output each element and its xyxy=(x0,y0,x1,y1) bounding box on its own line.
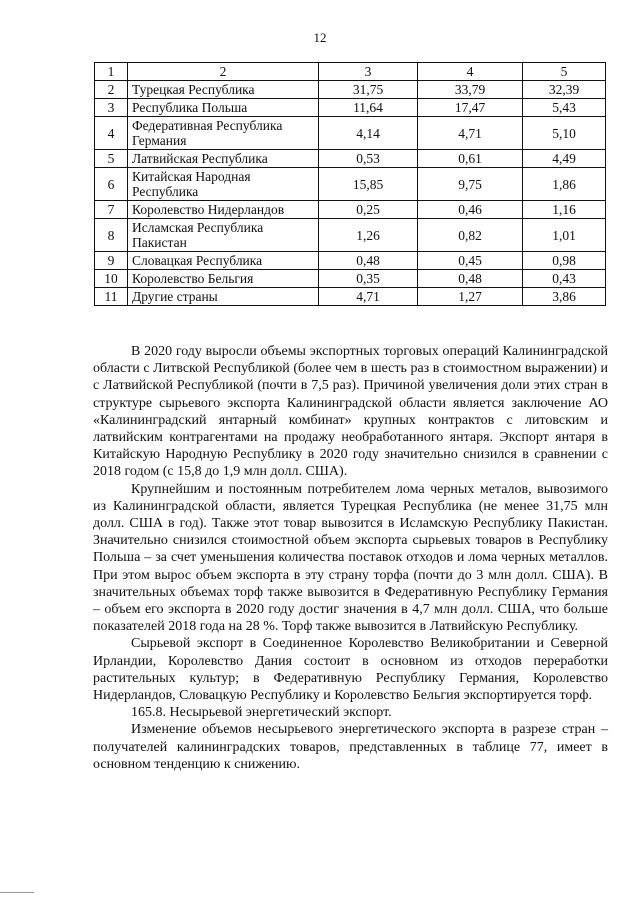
row-number-cell: 5 xyxy=(95,150,128,168)
value-cell: 4,71 xyxy=(418,117,523,150)
row-number-cell: 7 xyxy=(95,201,128,219)
country-cell: Словацкая Республика xyxy=(128,252,319,270)
table-row xyxy=(95,252,606,270)
table-row xyxy=(95,150,606,168)
table-row xyxy=(95,270,606,288)
footer-line xyxy=(0,892,34,893)
value-cell: 1,26 xyxy=(319,219,418,252)
value-cell: 1,86 xyxy=(523,168,606,201)
column-header: 5 xyxy=(523,63,606,81)
value-cell: 1,01 xyxy=(523,219,606,252)
value-cell: 33,79 xyxy=(418,81,523,99)
value-cell: 4,14 xyxy=(319,117,418,150)
value-cell: 9,75 xyxy=(418,168,523,201)
value-cell: 4,71 xyxy=(319,288,418,306)
row-number-cell: 6 xyxy=(95,168,128,201)
value-cell: 1,27 xyxy=(418,288,523,306)
paragraph: Изменение объемов несырьевого энергетического экспорта в разрезе стран – получателей калининградских товаров, представленных в таблице 77, имеет в основном тенденцию к снижению. xyxy=(93,722,608,772)
table-row xyxy=(95,168,606,201)
value-cell: 1,16 xyxy=(523,201,606,219)
country-cell: Другие страны xyxy=(128,288,319,306)
body-text xyxy=(93,343,608,773)
row-number-cell: 3 xyxy=(95,99,128,117)
row-number-cell: 9 xyxy=(95,252,128,270)
value-cell: 0,61 xyxy=(418,150,523,168)
section-heading: 165.8. Несырьевой энергетический экспорт. xyxy=(131,705,392,721)
country-cell: Федеративная Республика Германия xyxy=(128,117,319,150)
value-cell: 0,46 xyxy=(418,201,523,219)
value-cell: 15,85 xyxy=(319,168,418,201)
country-cell: Исламская Республика Пакистан xyxy=(128,219,319,252)
row-number-cell: 11 xyxy=(95,288,128,306)
table-header-row xyxy=(95,63,606,81)
row-number-cell: 2 xyxy=(95,81,128,99)
country-cell: Турецкая Республика xyxy=(128,81,319,99)
value-cell: 31,75 xyxy=(319,81,418,99)
value-cell: 0,35 xyxy=(319,270,418,288)
value-cell: 0,45 xyxy=(418,252,523,270)
table-row xyxy=(95,117,606,150)
paragraph: В 2020 году выросли объемы экспортных торговых операций Калининградской области с Литвской Республикой (более чем в шесть раз в стоимостном выражении) и с Латвийской Республикой (почти в 7,5 раз). Причиной увеличения доли этих стран в структуре сырьевого экспорта Калининградской области является заключение АО «Калининградский янтарный комбинат» крупных контрактов с литовским и латвийским контрагентами на продажу необработанного янтаря. Экспорт янтаря в Китайскую Народную Республику в 2020 году значительно снизился в сравнении с 2018 годом (с 15,8 до 1,9 млн долл. США). xyxy=(93,344,608,480)
value-cell: 0,53 xyxy=(319,150,418,168)
value-cell: 11,64 xyxy=(319,99,418,117)
export-table xyxy=(94,62,606,306)
value-cell: 3,86 xyxy=(523,288,606,306)
country-cell: Республика Польша xyxy=(128,99,319,117)
value-cell: 0,48 xyxy=(319,252,418,270)
country-cell: Латвийская Республика xyxy=(128,150,319,168)
page-number: 12 xyxy=(313,30,327,45)
row-number-cell: 8 xyxy=(95,219,128,252)
paragraph: Крупнейшим и постоянным потребителем лома черных металов, вывозимого из Калининградской области, является Турецкая Республика (не менее 31,75 млн долл. США в год). Также этот товар вывозится в Исламскую Республику Пакистан. Значительно снизился стоимостной объем экспорта сырьевых товаров в Республику Польша – за счет уменьшения количества поставок отходов и лома черных металлов. При этом вырос объем экспорта в эту страну торфа (почти до 3 млн долл. США). В значительных объемах торф также вывозится в Федеративную Республику Германия – объем его экспорта в 2020 году достиг значения в 4,7 млн долл. США, что больше показателей 2018 года на 28 %. Торф также вывозится в Латвийскую Республику. xyxy=(93,481,608,635)
table-row xyxy=(95,219,606,252)
column-header: 2 xyxy=(128,63,319,81)
value-cell: 32,39 xyxy=(523,81,606,99)
value-cell: 5,43 xyxy=(523,99,606,117)
country-cell: Китайская Народная Республика xyxy=(128,168,319,201)
value-cell: 0,25 xyxy=(319,201,418,219)
column-header: 3 xyxy=(319,63,418,81)
row-number-cell: 10 xyxy=(95,270,128,288)
value-cell: 17,47 xyxy=(418,99,523,117)
table-row xyxy=(95,288,606,306)
country-cell: Королевство Нидерландов xyxy=(128,201,319,219)
row-number-cell: 4 xyxy=(95,117,128,150)
table-row xyxy=(95,81,606,99)
value-cell: 4,49 xyxy=(523,150,606,168)
value-cell: 0,43 xyxy=(523,270,606,288)
column-header: 1 xyxy=(95,63,128,81)
column-header: 4 xyxy=(418,63,523,81)
value-cell: 0,48 xyxy=(418,270,523,288)
table-body xyxy=(95,81,606,306)
value-cell: 0,82 xyxy=(418,219,523,252)
table-row xyxy=(95,201,606,219)
paragraph: Сырьевой экспорт в Соединенное Королевство Великобритании и Северной Ирландии, Королевство Дания состоит в основном из отходов переработки растительных культур; в Федеративную Республику Германия, Королевство Нидерландов, Словацкую Республику и Королевство Бельгия экспортируется торф. xyxy=(93,636,608,704)
table-row xyxy=(95,99,606,117)
value-cell: 0,98 xyxy=(523,252,606,270)
value-cell: 5,10 xyxy=(523,117,606,150)
country-cell: Королевство Бельгия xyxy=(128,270,319,288)
